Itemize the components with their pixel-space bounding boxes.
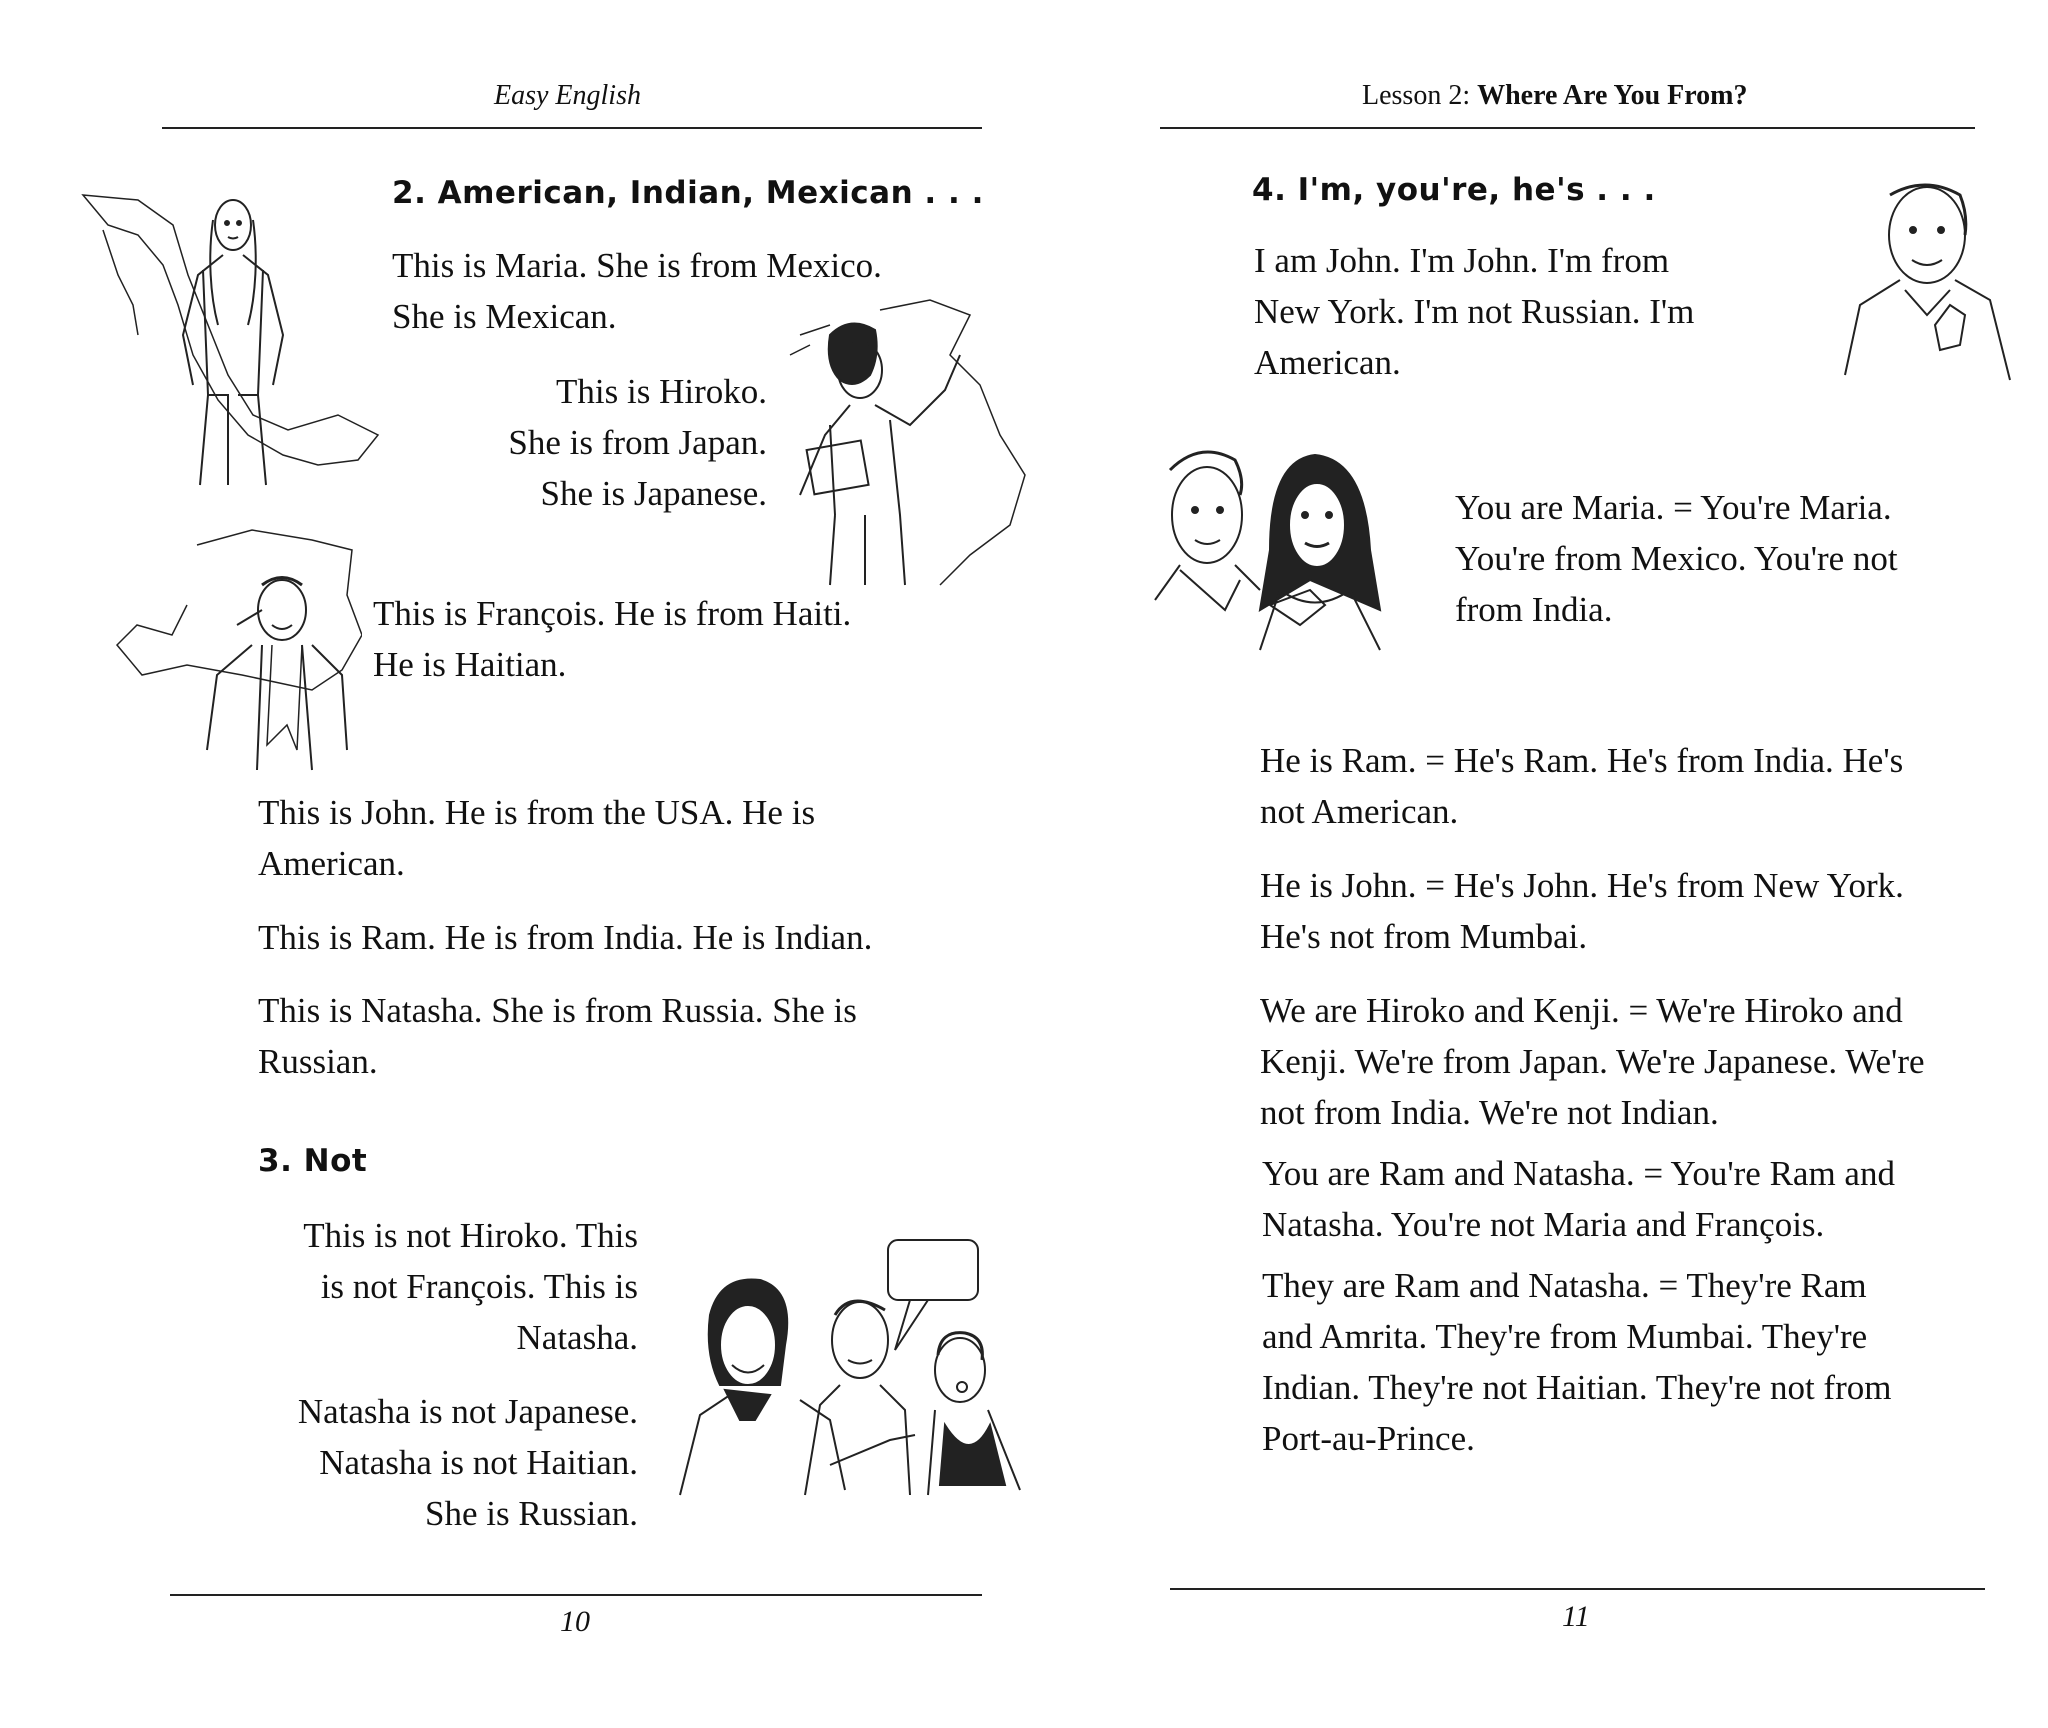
maria-mexico-illustration [78, 185, 388, 505]
page-number-right: 11 [1562, 1600, 1590, 1633]
ram-line-1: This is Ram. He is from India. He is Indian. [258, 918, 873, 957]
they-contraction-paragraph [1262, 1260, 1891, 1464]
natasha-not-line-2: Natasha is not Haitian. [319, 1443, 638, 1482]
three-people-illustration [670, 1235, 1030, 1515]
we-contraction-line-2: Kenji. We're from Japan. We're Japanese. We're [1260, 1042, 1925, 1081]
not-line-2: is not François. This is [320, 1267, 638, 1306]
running-head-title: Where Are You From? [1477, 80, 1748, 111]
maria-line-2: She is Mexican. [392, 297, 617, 336]
john-contraction-paragraph [1254, 235, 1694, 388]
hiroko-paragraph [508, 366, 767, 519]
you-plural-contraction-paragraph [1262, 1148, 1895, 1250]
natasha-not-line-3: She is Russian. [425, 1494, 638, 1533]
not-line-1: This is not Hiroko. This [303, 1216, 638, 1255]
hiroko-line-2: She is from Japan. [508, 423, 767, 462]
hiroko-japan-illustration [770, 295, 1040, 595]
maria-contraction-line-3: from India. [1455, 590, 1613, 629]
ram-paragraph [258, 912, 872, 963]
hiroko-line-3: She is Japanese. [540, 474, 767, 513]
john-line-1: This is John. He is from the USA. He is [258, 793, 816, 832]
header-rule-right [1160, 127, 1975, 129]
francois-haiti-illustration [112, 525, 362, 775]
we-contraction-line-1: We are Hiroko and Kenji. = We're Hiroko and [1260, 991, 1903, 1030]
francois-line-2: He is Haitian. [373, 645, 567, 684]
john-line-2: American. [258, 844, 405, 883]
john-contraction-line-2: New York. I'm not Russian. I'm [1254, 292, 1695, 331]
they-contraction-line-4: Port-au-Prince. [1262, 1419, 1475, 1458]
they-contraction-line-2: and Amrita. They're from Mumbai. They're [1262, 1317, 1868, 1356]
you-plural-contraction-line-1: You are Ram and Natasha. = You're Ram and [1262, 1154, 1895, 1193]
maria-contraction-line-2: You're from Mexico. You're not [1455, 539, 1898, 578]
ram-contraction-line-1: He is Ram. = He's Ram. He's from India. He's [1260, 741, 1904, 780]
not-line-3: Natasha. [516, 1318, 638, 1357]
section-4-heading: 4. I'm, you're, he's . . . [1252, 172, 1656, 208]
john-contraction-line-3: American. [1254, 343, 1401, 382]
natasha-line-1: This is Natasha. She is from Russia. She is [258, 991, 857, 1030]
not-paragraph-2 [298, 1386, 638, 1539]
maria-contraction-paragraph [1455, 482, 1898, 635]
natasha-not-line-1: Natasha is not Japanese. [297, 1392, 638, 1431]
john2-contraction-line-2: He's not from Mumbai. [1260, 917, 1588, 956]
header-rule-left [162, 127, 982, 129]
ram-contraction-line-2: not American. [1260, 792, 1459, 831]
ram-contraction-paragraph [1260, 735, 1903, 837]
they-contraction-line-3: Indian. They're not Haitian. They're not from [1262, 1368, 1892, 1407]
john-illustration [1840, 175, 2015, 420]
footer-rule-left [170, 1594, 982, 1596]
john2-contraction-line-1: He is John. = He's John. He's from New York. [1260, 866, 1904, 905]
natasha-line-2: Russian. [258, 1042, 378, 1081]
running-head-left: Easy English [494, 80, 641, 111]
john-maria-illustration [1150, 440, 1420, 660]
section-2-heading: 2. American, Indian, Mexican . . . [392, 175, 984, 211]
section-3-heading: 3. Not [258, 1143, 368, 1179]
they-contraction-line-1: They are Ram and Natasha. = They're Ram [1262, 1266, 1867, 1305]
john2-contraction-paragraph [1260, 860, 1904, 962]
francois-line-1: This is François. He is from Haiti. [373, 594, 852, 633]
we-contraction-line-3: not from India. We're not Indian. [1260, 1093, 1719, 1132]
you-plural-contraction-line-2: Natasha. You're not Maria and François. [1262, 1205, 1825, 1244]
hiroko-line-1: This is Hiroko. [556, 372, 767, 411]
we-contraction-paragraph [1260, 985, 1925, 1138]
page-number-left: 10 [560, 1605, 590, 1638]
maria-contraction-line-1: You are Maria. = You're Maria. [1455, 488, 1892, 527]
running-head-lesson: Lesson 2: [1362, 80, 1478, 111]
footer-rule-right [1170, 1588, 1985, 1590]
not-paragraph-1 [303, 1210, 638, 1363]
maria-line-1: This is Maria. She is from Mexico. [392, 246, 882, 285]
john-contraction-line-1: I am John. I'm John. I'm from [1254, 241, 1670, 280]
francois-paragraph [373, 588, 851, 690]
natasha-paragraph [258, 985, 857, 1087]
running-head-right [1362, 80, 1747, 112]
john-paragraph [258, 787, 815, 889]
